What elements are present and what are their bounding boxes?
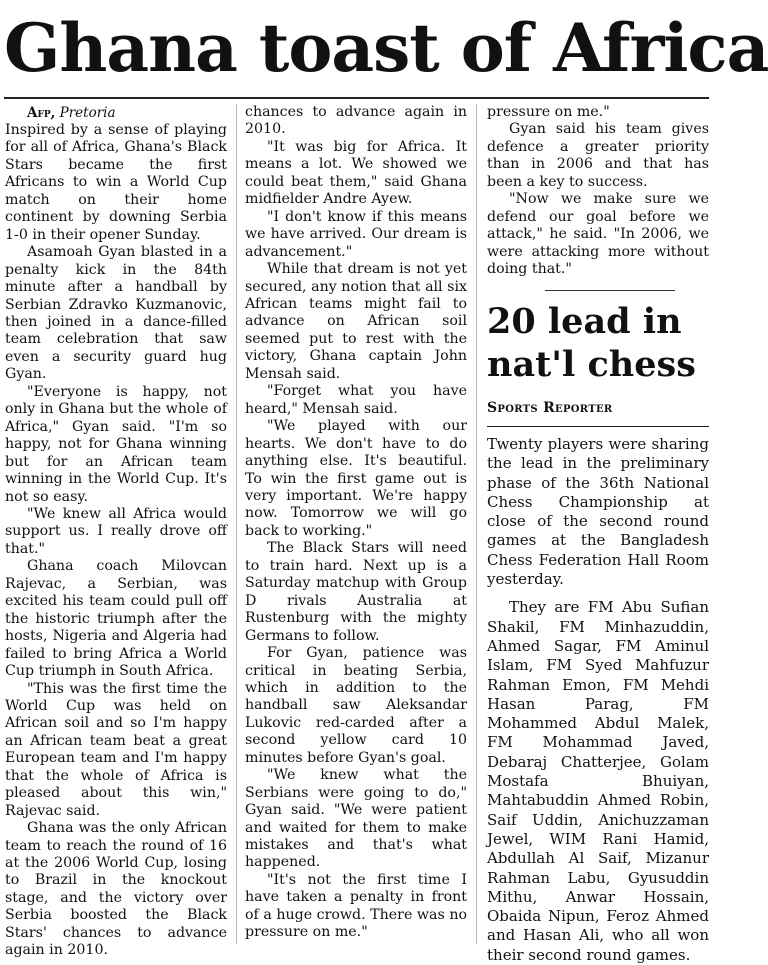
article-paragraph: "Everyone is happy, not only in Ghana but the whole of Africa," Gyan said. "I'm so happy, not for Ghana winning but for an African team winning in the World Cup. It's not so easy. [5, 383, 227, 505]
article-paragraph: "I don't know if this means we have arrived. Our dream is advancement." [245, 208, 467, 260]
article-paragraph: "We knew what the Serbians were going to do," Gyan said. "We were patient and waited for them to make mistakes and that's what happened. [245, 767, 467, 871]
article-paragraph: Asamoah Gyan blasted in a penalty kick in the 84th minute after a handball by Serbian Zdravko Kuzmanovic, then joined in a dance-filled team celebration that saw even a security guard hug Gyan. [5, 244, 227, 383]
secondary-headline: 20 lead in nat'l chess [487, 301, 696, 385]
article-paragraph: "Now we make sure we defend our goal before we attack," he said. "In 2006, we were attacking more without doing that." [487, 191, 709, 278]
article-paragraph: They are FM Abu Sufian Shakil, FM Minhazuddin, Ahmed Sagar, FM Aminul Islam, FM Syed Mahfuzur Rahman Emon, FM Mehdi Hasan Parag, FM Mohammed Abdul Malek, FM Mohammad Javed, Debaraj Chatterjee, Golam Mostafa Bhuiyan, Mahtabuddin Ahmed Robin, Saif Uddin, Anichuzzaman Jewel, WIM Rani Hamid, Abdullah Al Saif, Mizanur Rahman Labu, Gyusuddin Mithu, Anwar Hossain, Obaida Nipun, Feroz Ahmed and Hasan Ali, who all won their second round games. [487, 598, 709, 964]
article-paragraph: "We knew all Africa would support us. I really drove off that." [5, 505, 227, 557]
article-paragraph: While that dream is not yet secured, any notion that all six African teams might fail to advance on African soil seemed put to rest with the victory, Ghana captain John Mensah said. [245, 261, 467, 382]
article-paragraph: Ghana was the only African team to reach the round of 16 at the 2006 World Cup, losing to Brazil in the knockout stage, and the victory over Serbia boosted the Black Stars' chances to advance again in 2010. [5, 820, 227, 959]
article-paragraph-continued: chances to advance again in 2010. [245, 104, 467, 138]
article-column-1 [5, 104, 227, 959]
secondary-byline: Sports Reporter [487, 400, 613, 416]
article-paragraph: "Forget what you have heard," Mensah said. [245, 383, 467, 417]
chess-article [487, 435, 709, 964]
article-paragraph: "We played with our hearts. We don't have to do anything else. It's beautiful. To win the first game out is very important. We're happy now. Tomorrow we will go back to working." [245, 418, 467, 539]
article-paragraph: Inspired by a sense of playing for all of Africa, Ghana's Black Stars became the first Africans to win a World Cup match on their home continent by downing Serbia 1-0 in their opener Sunday. [5, 122, 227, 243]
column-divider [236, 104, 237, 944]
byline-agency: Afp, [27, 105, 56, 121]
secondary-byline-rule [487, 426, 709, 427]
byline-place: Pretoria [59, 105, 116, 121]
article-paragraph-continued: pressure on me." [487, 104, 610, 120]
article-paragraph: Twenty players were sharing the lead in the preliminary phase of the 36th National Chess Championship at close of the second round games at the Bangladesh Chess Federation Hall Room yesterday. [487, 435, 709, 589]
headline-rule [4, 97, 709, 99]
article-paragraph: Ghana coach Milovcan Rajevac, a Serbian, was excited his team could pull off the historic triumph after the hosts, Nigeria and Algeria had failed to bring Africa a World Cup triumph in South Africa. [5, 558, 227, 680]
article-paragraph: "It's not the first time I have taken a penalty in front of a huge crowd. There was no pressure on me." [245, 871, 467, 941]
article-paragraph: "This was the first time the World Cup was held on African soil and so I'm happy an African team beat a great European team and I'm happy that the whole of Africa is pleased about this win," Rajevac said. [5, 680, 227, 819]
article-paragraph: The Black Stars will need to train hard. Next up is a Saturday matchup with Group D rivals Australia at Rustenburg with the mighty Germans to follow. [245, 540, 467, 644]
article-column-3-top [487, 104, 709, 284]
article-paragraph: "It was big for Africa. It means a lot. We showed we could beat them," said Ghana midfielder Andre Ayew. [245, 138, 467, 208]
main-headline: Ghana toast of Africa [4, 9, 768, 87]
column-divider [476, 104, 477, 944]
article-column-2 [245, 104, 467, 946]
article-paragraph: For Gyan, patience was critical in beating Serbia, which in addition to the handball saw Aleksandar Lukovic red-carded after a second yellow card 10 minutes before Gyan's goal. [245, 645, 467, 766]
byline [5, 104, 227, 122]
article-paragraph: Gyan said his team gives defence a greater priority than in 2006 and that has been a key to success. [487, 121, 709, 190]
article-separator [545, 290, 675, 291]
